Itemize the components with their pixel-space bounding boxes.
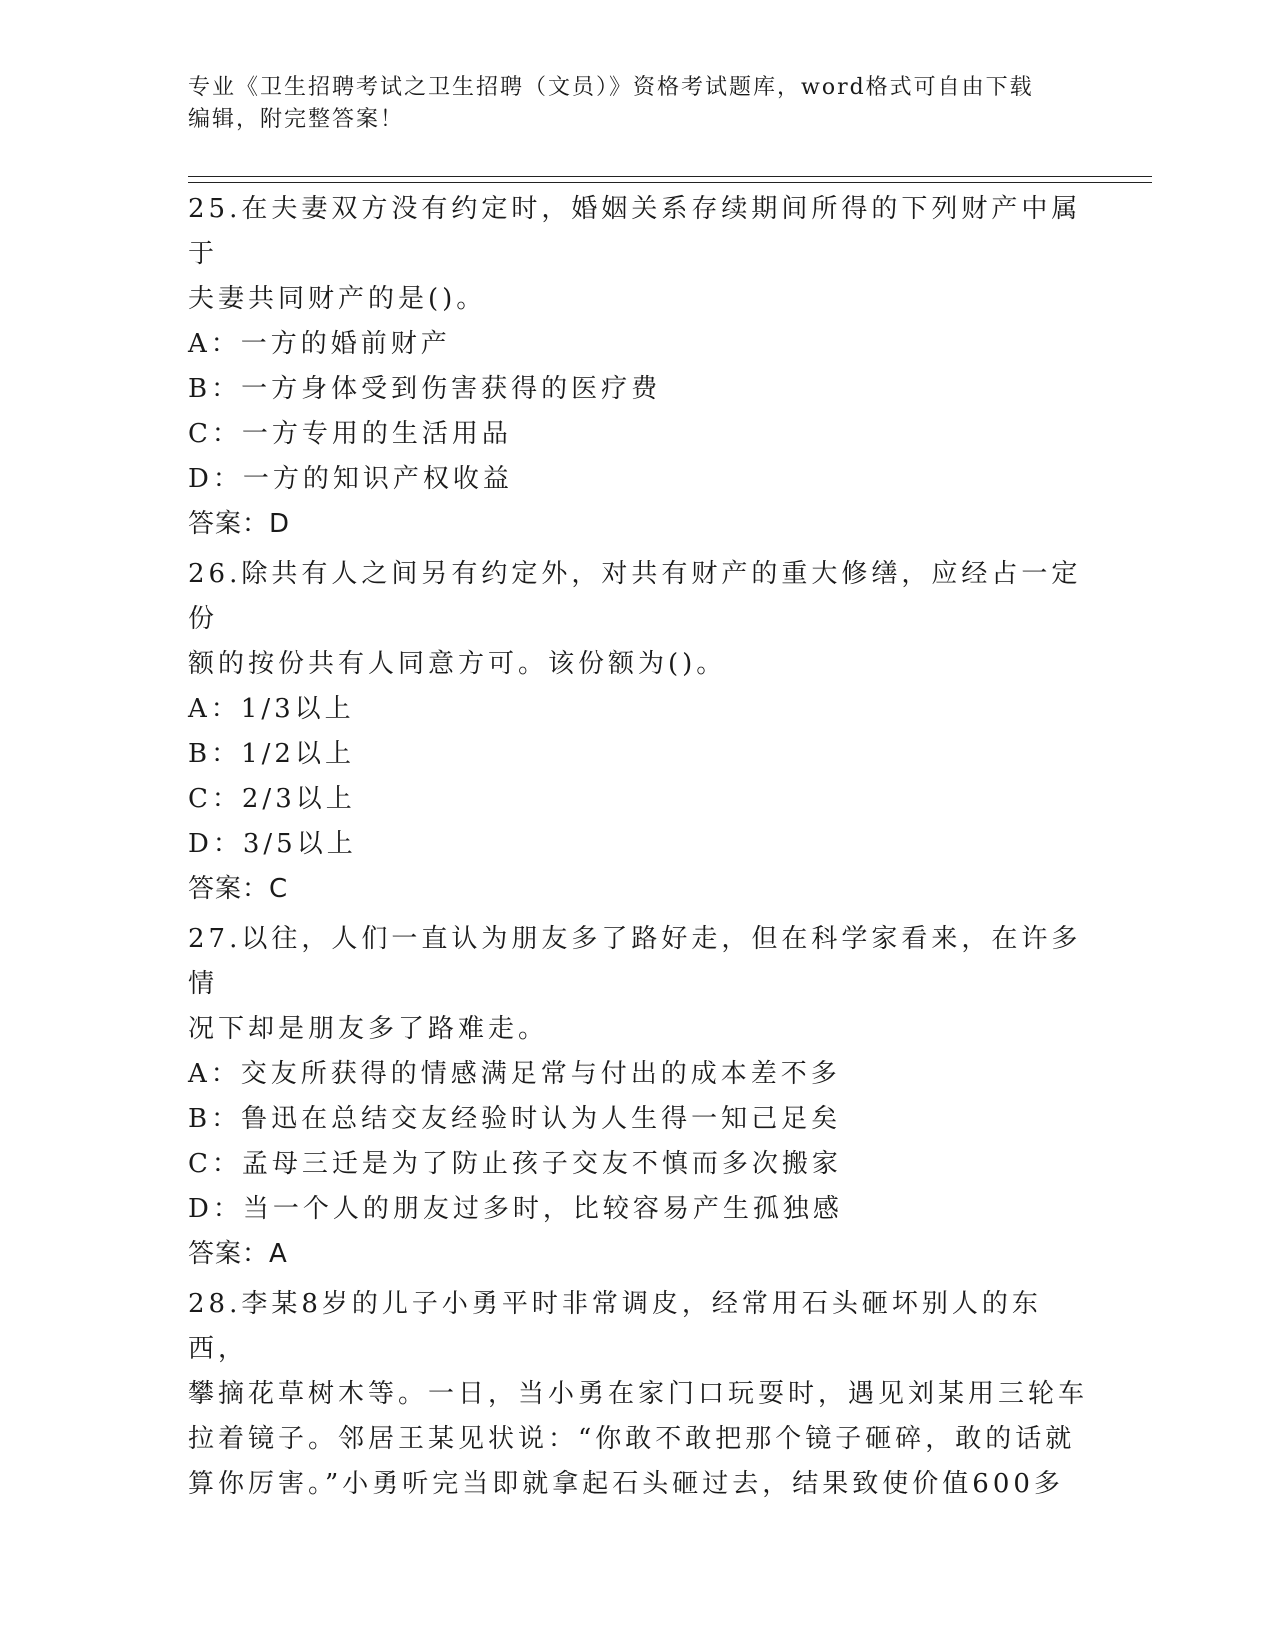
option-b: B：一方身体受到伤害获得的医疗费 — [188, 374, 662, 404]
question-stem-line: 攀摘花草树木等。一日，当小勇在家门口玩耍时，遇见刘某用三轮车 — [188, 1379, 1089, 1409]
question-stem-line: 拉着镜子。邻居王某见状说：“你敢不敢把那个镜子砸碎，敢的话就 — [188, 1424, 1076, 1454]
option-c: C：2/3以上 — [188, 784, 356, 814]
option-d: D：一方的知识产权收益 — [188, 464, 513, 494]
option-b: B：鲁迅在总结交友经验时认为人生得一知己足矣 — [188, 1104, 842, 1134]
option-d: D：3/5以上 — [188, 829, 357, 859]
answer-line: 答案：A — [188, 1239, 288, 1269]
question-stem-line: 27.以往，人们一直认为朋友多了路好走，但在科学家看来，在许多情 — [188, 924, 1082, 999]
question-stem-line: 28.李某8岁的儿子小勇平时非常调皮，经常用石头砸坏别人的东西， — [188, 1289, 1042, 1364]
question-25 — [188, 187, 1088, 547]
option-a: A：一方的婚前财产 — [188, 329, 451, 359]
question-stem-line: 况下却是朋友多了路难走。 — [188, 1014, 549, 1044]
header-line-1: 专业《卫生招聘考试之卫生招聘（文员）》资格考试题库，word格式可自由下载 — [188, 75, 1034, 100]
header-line-2: 编辑，附完整答案！ — [188, 107, 405, 132]
question-28 — [188, 1282, 1088, 1507]
question-stem-line: 26.除共有人之间另有约定外，对共有财产的重大修缮，应经占一定份 — [188, 559, 1082, 634]
question-stem-line: 算你厉害。”小勇听完当即就拿起石头砸过去，结果致使价值600多 — [188, 1469, 1064, 1499]
header-divider-thick — [188, 176, 1152, 177]
option-c: C：孟母三迁是为了防止孩子交友不慎而多次搬家 — [188, 1149, 842, 1179]
answer-line: 答案：C — [188, 874, 289, 904]
option-c: C：一方专用的生活用品 — [188, 419, 512, 449]
option-d: D：当一个人的朋友过多时，比较容易产生孤独感 — [188, 1194, 843, 1224]
answer-line: 答案：D — [188, 509, 291, 539]
option-b: B：1/2以上 — [188, 739, 355, 769]
question-26 — [188, 552, 1088, 912]
document-header — [188, 72, 1088, 136]
option-a: A：1/3以上 — [188, 694, 355, 724]
option-a: A：交友所获得的情感满足常与付出的成本差不多 — [188, 1059, 841, 1089]
question-stem-line: 夫妻共同财产的是()。 — [188, 284, 487, 314]
header-divider-thin — [188, 182, 1152, 183]
question-stem-line: 额的按份共有人同意方可。该份额为()。 — [188, 649, 727, 679]
question-27 — [188, 917, 1088, 1277]
question-stem-line: 25.在夫妻双方没有约定时，婚姻关系存续期间所得的下列财产中属于 — [188, 194, 1082, 269]
